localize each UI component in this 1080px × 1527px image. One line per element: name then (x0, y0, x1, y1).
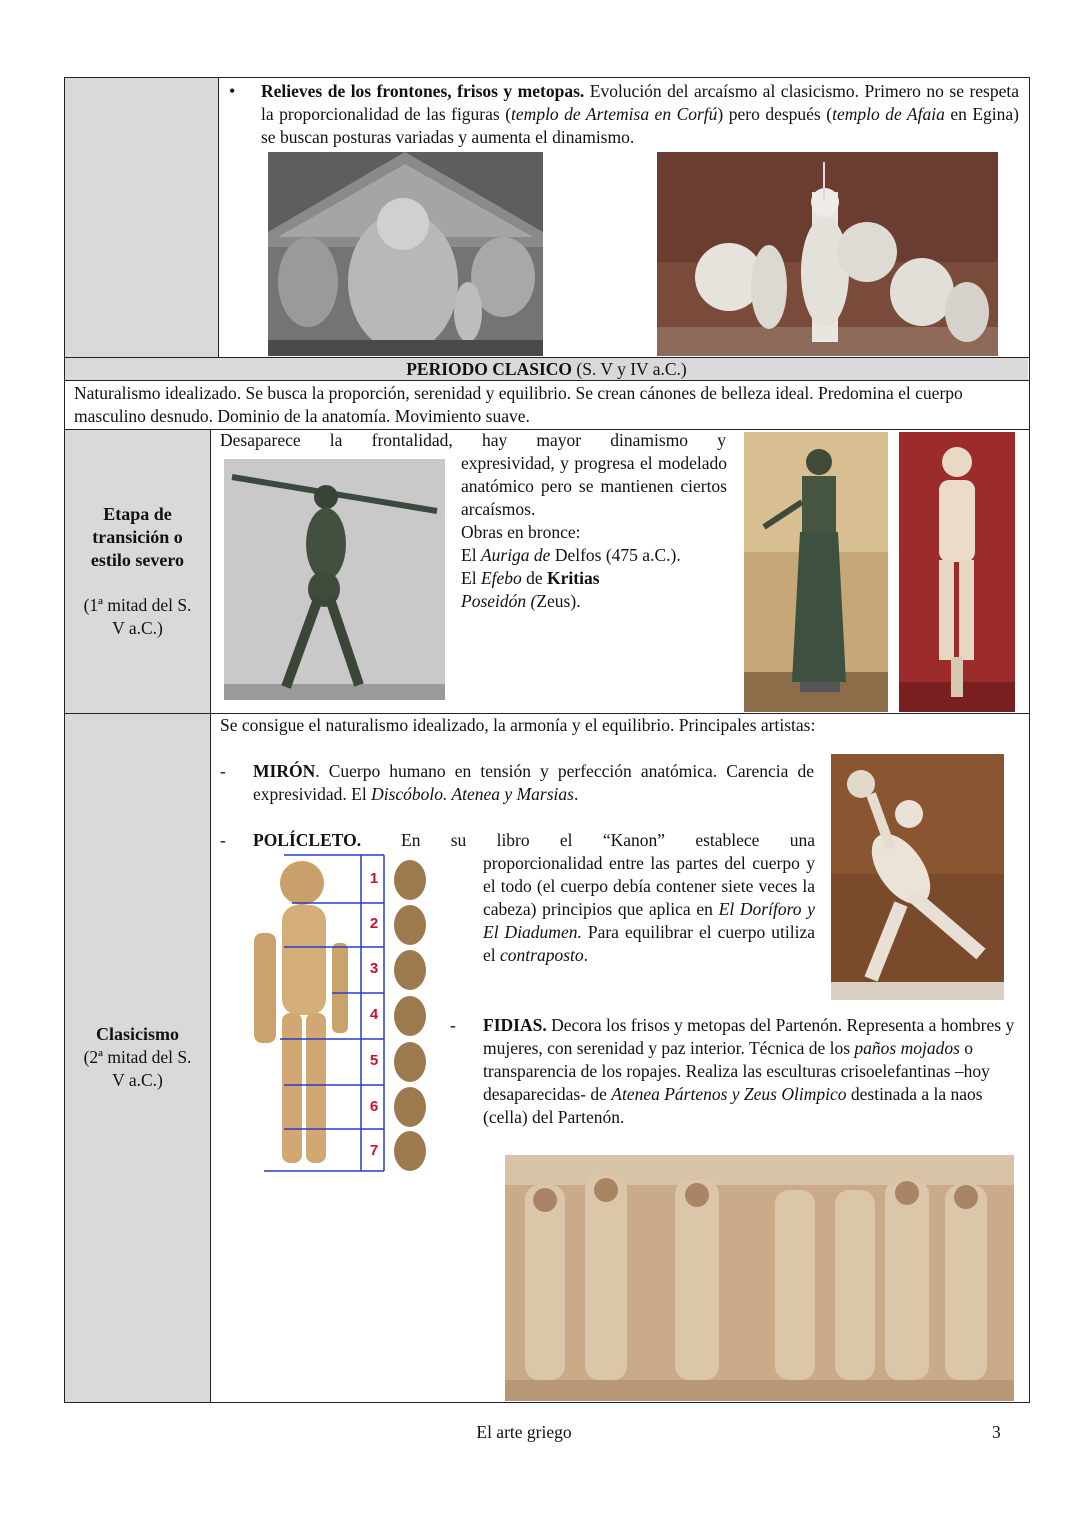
classic-intro: Se consigue el naturalismo idealizado, la armonía y el equilibrio. Principales artistas: (220, 715, 816, 735)
severe-text: expresividad, y progresa el modelado anatómico pero se mantienen ciertos arcaísmos. (461, 453, 727, 519)
footer-page-number: 3 (992, 1422, 1001, 1442)
miron-paragraph: MIRÓN. Cuerpo humano en tensión y perfección anatómica. Carencia de expresividad. El Discóbolo. Atenea y Marsias. (253, 761, 814, 804)
miron-name: MIRÓN (253, 761, 316, 781)
canon-number-7: 7 (369, 1142, 379, 1159)
period-title: PERIODO CLASICO (406, 359, 573, 379)
period-header (65, 358, 1028, 380)
policleto-lead: En su libro el “Kanon” establece una (401, 830, 815, 850)
severe-work-auriga: El Auriga de Delfos (475 a.C.). (461, 545, 681, 565)
canon-number-3: 3 (369, 960, 379, 977)
footer-title: El arte griego (476, 1422, 572, 1442)
period-dates: (S. V y IV a.C.) (572, 359, 687, 379)
canon-number-1: 1 (369, 870, 379, 887)
canon-number-5: 5 (369, 1052, 379, 1069)
period-description: Naturalismo idealizado. Se busca la proporción, serenidad y equilibrio. Se crean cánones de belleza ideal. Predomina el cuerpo masculino desnudo. Dominio de la anatomía. Movimiento suave. (74, 383, 963, 426)
severe-work-efebo: El Efebo de Kritias (461, 568, 600, 588)
classic-label: Clasicismo (96, 1024, 179, 1044)
top-row-paragraph: Relieves de los frontones, frisos y metopas. Evolución del arcaísmo al clasicismo. Primero no se respeta la proporcionalidad de las figuras (templo de Artemisa en Corfú) pero después (templo de Afaia en Egina) se buscan posturas variadas y aumenta el dinamismo. (261, 81, 1020, 147)
aegina-pediment-athena-image (657, 152, 998, 356)
severe-work-poseidon: Poseidón (Zeus). (461, 591, 581, 611)
policleto-paragraph: proporcionalidad entre las partes del cuerpo y el todo (el cuerpo debía contener siete veces la cabeza) principios que aplica en El Doríforo y El Diadumen. Para equilibrar el cuerpo utiliza el contraposto. (483, 853, 816, 965)
top-row-label-cell (65, 78, 218, 357)
parthenon-frieze-image (505, 1155, 1014, 1401)
discobolo-image (831, 754, 1004, 1000)
top-row-title: Relieves de los frontones, frisos y metopas. (261, 81, 585, 101)
miron-dash: - (220, 761, 226, 781)
canon-number-6: 6 (369, 1098, 379, 1115)
pediment-gorgon-relief-image (268, 152, 543, 356)
bullet-dot: • (229, 81, 236, 101)
severe-bronze-label: Obras en bronce: (461, 522, 581, 542)
canon-number-2: 2 (369, 915, 379, 932)
canon-number-4: 4 (369, 1006, 379, 1023)
fidias-paragraph: FIDIAS. Decora los frisos y metopas del Partenón. Representa a hombres y mujeres, con serenidad y paz interior. Técnica de los paños mojados o transparencia de los ropajes. Realiza las esculturas crisoelefantinas –hoy desaparecidas- de Atenea Pártenos y Zeus Olimpico destinada a la naos (cella) del Partenón. (483, 1015, 1015, 1127)
severe-date: (1ª mitad del S. V a.C.) (83, 595, 192, 638)
policleto-canon-figure (224, 853, 436, 1173)
policleto-name: POLÍCLETO. (253, 830, 362, 850)
classic-date: (2ª mitad del S. V a.C.) (83, 1047, 192, 1090)
efebo-kritias-image (899, 432, 1015, 712)
poseidon-bronze-image (224, 459, 445, 700)
fidias-name: FIDIAS. (483, 1015, 547, 1035)
auriga-delfos-image (744, 432, 888, 712)
severe-label: Etapa de transición o estilo severo (90, 504, 185, 570)
severe-intro: Desaparece la frontalidad, hay mayor dinamismo y (220, 430, 726, 450)
policleto-dash: - (220, 830, 226, 850)
fidias-dash: - (450, 1015, 456, 1035)
